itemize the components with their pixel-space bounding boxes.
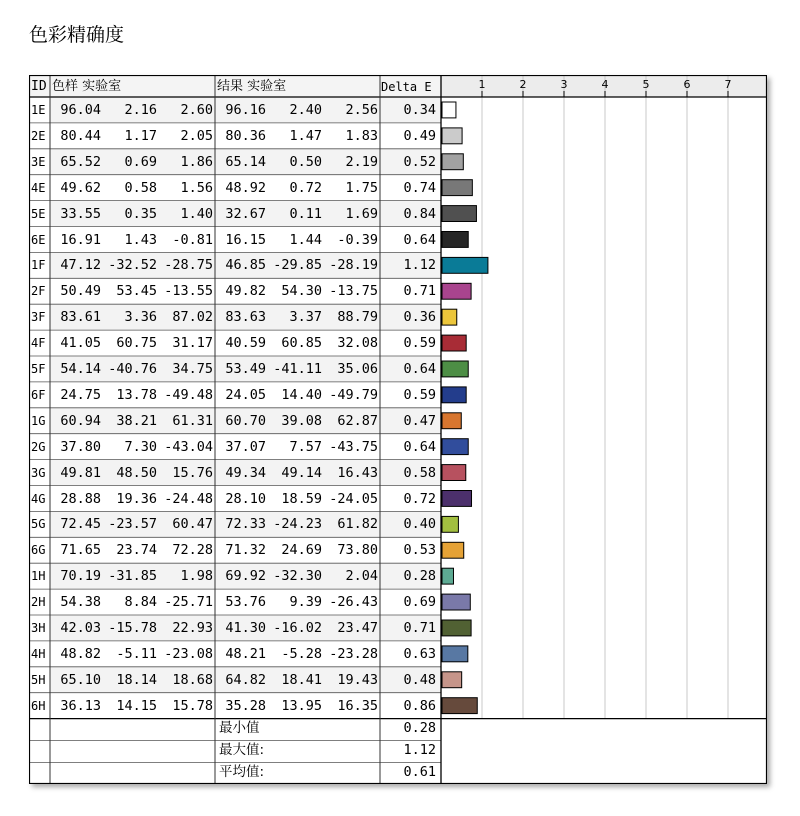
sample-a: -5.11 — [116, 645, 157, 662]
sample-l: 49.62 — [60, 179, 101, 196]
sample-l: 70.19 — [60, 568, 101, 585]
x-tick-label: 5 — [642, 78, 650, 91]
result-b: -49.79 — [329, 386, 378, 403]
sample-b: 72.28 — [172, 542, 213, 559]
row-id: 4G — [31, 491, 46, 506]
sample-l: 50.49 — [60, 283, 101, 300]
sample-l: 80.44 — [60, 127, 101, 144]
result-a: 0.11 — [289, 205, 322, 222]
sample-l: 47.12 — [60, 257, 101, 274]
result-b: -28.19 — [329, 257, 378, 274]
result-a: 13.95 — [281, 697, 322, 714]
result-a: 18.59 — [281, 490, 322, 507]
bar — [442, 154, 463, 170]
result-l: 69.92 — [225, 568, 266, 585]
sample-a: 18.14 — [116, 671, 157, 688]
row-id: 2E — [31, 128, 46, 143]
result-b: 1.83 — [345, 127, 378, 144]
result-b: 62.87 — [337, 412, 378, 429]
result-l: 40.59 — [225, 335, 266, 352]
delta-e-value: 0.71 — [403, 283, 436, 300]
result-l: 37.07 — [225, 438, 266, 455]
x-tick-label: 2 — [519, 78, 527, 91]
sample-b: 2.60 — [180, 102, 213, 118]
sample-b: -25.71 — [164, 594, 213, 611]
sample-b: -0.81 — [172, 231, 213, 248]
delta-e-value: 1.12 — [403, 257, 436, 274]
row-id: 4H — [31, 646, 46, 661]
result-b: -24.05 — [329, 490, 378, 507]
sample-a: 53.45 — [116, 283, 157, 300]
result-b: -26.43 — [329, 594, 378, 611]
result-a: 7.57 — [289, 438, 322, 455]
delta-e-value: 0.53 — [403, 542, 436, 559]
sample-b: 1.40 — [180, 205, 213, 222]
result-b: 88.79 — [337, 309, 378, 326]
result-l: 49.82 — [225, 283, 266, 300]
result-b: 19.43 — [337, 671, 378, 688]
sample-b: 1.56 — [180, 179, 213, 196]
result-l: 28.10 — [225, 490, 266, 507]
bar — [442, 180, 472, 196]
result-a: 0.72 — [289, 179, 322, 196]
sample-b: 22.93 — [172, 620, 213, 636]
row-id: 2H — [31, 595, 46, 610]
row-id: 6F — [31, 387, 46, 402]
x-tick-label: 3 — [560, 78, 568, 91]
result-l: 72.33 — [225, 516, 266, 533]
result-b: 1.75 — [345, 179, 378, 196]
sample-a: 0.58 — [124, 179, 157, 196]
delta-e-value: 0.34 — [403, 102, 436, 118]
row-id: 5H — [31, 672, 46, 687]
sample-a: 0.35 — [124, 205, 157, 222]
result-a: 24.69 — [281, 542, 322, 559]
result-a: 3.37 — [289, 309, 322, 326]
row-id: 5E — [31, 206, 46, 221]
sample-l: 54.14 — [60, 361, 101, 377]
bar — [442, 206, 476, 222]
result-l: 65.14 — [225, 153, 266, 170]
result-b: 23.47 — [337, 620, 378, 636]
sample-a: 48.50 — [116, 464, 157, 481]
delta-e-value: 0.84 — [403, 205, 436, 222]
sample-a: 1.43 — [124, 231, 157, 248]
bar — [442, 465, 466, 481]
row-id: 3G — [31, 465, 46, 480]
result-l: 53.49 — [225, 361, 266, 377]
bar — [442, 568, 453, 584]
result-a: 39.08 — [281, 412, 322, 429]
page-title: 色彩精确度 — [29, 24, 125, 46]
bar — [442, 361, 468, 377]
summary-value: 0.61 — [403, 763, 436, 780]
result-b: 32.08 — [337, 335, 378, 352]
sample-a: 7.30 — [124, 438, 157, 455]
delta-e-value: 0.28 — [403, 568, 436, 585]
sample-b: 18.68 — [172, 671, 213, 688]
x-tick-label: 7 — [724, 78, 732, 91]
header-sample-lab: 色样 实验室 — [52, 79, 122, 94]
bar — [442, 387, 466, 403]
delta-e-value: 0.58 — [403, 464, 436, 481]
sample-b: 60.47 — [172, 516, 213, 533]
result-b: -23.28 — [329, 645, 378, 662]
result-l: 53.76 — [225, 594, 266, 611]
summary-label: 最大值: — [219, 741, 265, 758]
bar — [442, 257, 488, 273]
summary-value: 1.12 — [403, 741, 436, 758]
result-a: 9.39 — [289, 594, 322, 611]
result-b: 2.04 — [345, 568, 378, 585]
result-a: -16.02 — [273, 620, 322, 636]
sample-l: 16.91 — [60, 231, 101, 248]
result-l: 48.92 — [225, 179, 266, 196]
delta-e-value: 0.40 — [403, 516, 436, 533]
sample-b: 87.02 — [172, 309, 213, 326]
bar — [442, 232, 468, 248]
sample-a: -40.76 — [108, 361, 157, 377]
header-id: ID — [31, 79, 47, 94]
result-b: 35.06 — [337, 361, 378, 377]
result-b: 1.69 — [345, 205, 378, 222]
bar — [442, 620, 471, 636]
delta-e-value: 0.36 — [403, 309, 436, 326]
row-id: 3F — [31, 310, 46, 325]
delta-e-value: 0.63 — [403, 645, 436, 662]
sample-l: 65.52 — [60, 153, 101, 170]
sample-l: 36.13 — [60, 697, 101, 714]
result-a: -24.23 — [273, 516, 322, 533]
bar — [442, 491, 472, 507]
bar — [442, 335, 466, 351]
bar — [442, 283, 471, 299]
row-id: 3E — [31, 154, 46, 169]
sample-l: 65.10 — [60, 671, 101, 688]
sample-a: -23.57 — [108, 516, 157, 533]
sample-l: 33.55 — [60, 205, 101, 222]
result-a: 0.50 — [289, 153, 322, 170]
result-l: 24.05 — [225, 386, 266, 403]
bar — [442, 646, 468, 662]
sample-b: 61.31 — [172, 412, 213, 429]
sample-l: 60.94 — [60, 412, 101, 429]
delta-e-value: 0.72 — [403, 490, 436, 507]
result-l: 32.67 — [225, 205, 266, 222]
sample-a: -32.52 — [108, 257, 157, 274]
bar — [442, 672, 462, 688]
result-l: 80.36 — [225, 127, 266, 144]
bar — [442, 516, 458, 532]
result-b: 73.80 — [337, 542, 378, 559]
delta-e-value: 0.59 — [403, 335, 436, 352]
sample-l: 54.38 — [60, 594, 101, 611]
sample-b: 1.86 — [180, 153, 213, 170]
delta-e-value: 0.69 — [403, 594, 436, 611]
result-b: 16.43 — [337, 464, 378, 481]
bar — [442, 594, 470, 610]
sample-a: 23.74 — [116, 542, 157, 559]
sample-l: 96.04 — [60, 102, 101, 118]
result-a: -5.28 — [281, 645, 322, 662]
delta-e-value: 0.71 — [403, 620, 436, 636]
bar — [442, 102, 456, 118]
sample-l: 42.03 — [60, 620, 101, 636]
result-a: -29.85 — [273, 257, 322, 274]
row-id: 4F — [31, 336, 46, 351]
result-b: 2.19 — [345, 153, 378, 170]
row-id: 3H — [31, 621, 46, 635]
sample-b: 15.76 — [172, 464, 213, 481]
result-l: 64.82 — [225, 671, 266, 688]
result-l: 46.85 — [225, 257, 266, 274]
sample-a: 60.75 — [116, 335, 157, 352]
result-b: -43.75 — [329, 438, 378, 455]
sample-b: 34.75 — [172, 361, 213, 377]
result-a: -41.11 — [273, 361, 322, 377]
result-l: 60.70 — [225, 412, 266, 429]
row-id: 4E — [31, 180, 46, 195]
row-id: 1E — [31, 103, 46, 117]
sample-b: -43.04 — [164, 438, 213, 455]
row-id: 6H — [31, 698, 46, 713]
x-tick-label: 6 — [683, 78, 691, 91]
bar — [442, 128, 462, 144]
row-id: 1F — [31, 258, 46, 273]
sample-b: -49.48 — [164, 386, 213, 403]
delta-e-value: 0.64 — [403, 361, 436, 377]
delta-e-value: 0.74 — [403, 179, 436, 196]
result-l: 48.21 — [225, 645, 266, 662]
result-a: 1.44 — [289, 231, 322, 248]
sample-b: 1.98 — [180, 568, 213, 585]
bar — [442, 542, 464, 558]
result-l: 96.16 — [225, 102, 266, 118]
result-b: 61.82 — [337, 516, 378, 533]
bar — [442, 439, 468, 455]
sample-a: -31.85 — [108, 568, 157, 585]
sample-a: 2.16 — [124, 102, 157, 118]
sample-a: -15.78 — [108, 620, 157, 636]
sample-a: 0.69 — [124, 153, 157, 170]
sample-b: -13.55 — [164, 283, 213, 300]
sample-a: 1.17 — [124, 127, 157, 144]
result-l: 83.63 — [225, 309, 266, 326]
result-l: 35.28 — [225, 697, 266, 714]
summary-label: 平均值: — [219, 763, 265, 780]
sample-b: -24.48 — [164, 490, 213, 507]
result-a: 1.47 — [289, 127, 322, 144]
sample-b: 2.05 — [180, 127, 213, 144]
result-l: 41.30 — [225, 620, 266, 636]
row-id: 1G — [31, 413, 46, 428]
sample-a: 14.15 — [116, 697, 157, 714]
sample-l: 41.05 — [60, 335, 101, 352]
row-id: 2G — [31, 439, 46, 454]
result-l: 71.32 — [225, 542, 266, 559]
delta-e-value: 0.49 — [403, 127, 436, 144]
result-a: 18.41 — [281, 671, 322, 688]
bar — [442, 698, 477, 714]
sample-l: 71.65 — [60, 542, 101, 559]
header-delta-e: Delta E — [381, 80, 432, 94]
delta-e-value: 0.48 — [403, 671, 436, 688]
result-a: 49.14 — [281, 464, 322, 481]
result-b: -0.39 — [337, 231, 378, 248]
result-a: 60.85 — [281, 335, 322, 352]
sample-l: 72.45 — [60, 516, 101, 533]
sample-l: 24.75 — [60, 386, 101, 403]
row-id: 6G — [31, 543, 46, 558]
result-l: 16.15 — [225, 231, 266, 248]
delta-e-value: 0.86 — [403, 697, 436, 714]
row-id: 6E — [31, 232, 46, 247]
sample-a: 13.78 — [116, 386, 157, 403]
sample-b: 31.17 — [172, 335, 213, 352]
sample-l: 48.82 — [60, 645, 101, 662]
delta-e-value: 0.64 — [403, 438, 436, 455]
sample-a: 8.84 — [124, 594, 157, 611]
result-a: 2.40 — [289, 102, 322, 118]
sample-b: 15.78 — [172, 697, 213, 714]
summary-label: 最小值 — [219, 719, 260, 736]
header-result-lab: 结果 实验室 — [217, 79, 287, 94]
sample-b: -28.75 — [164, 257, 213, 274]
color-accuracy-table — [29, 75, 767, 784]
row-id: 1H — [31, 569, 46, 584]
delta-e-value: 0.59 — [403, 386, 436, 403]
row-id: 5F — [31, 362, 46, 376]
summary-value: 0.28 — [403, 719, 436, 736]
delta-e-value: 0.52 — [403, 153, 436, 170]
sample-a: 3.36 — [124, 309, 157, 326]
row-id: 2F — [31, 284, 46, 299]
result-b: 2.56 — [345, 102, 378, 118]
sample-l: 83.61 — [60, 309, 101, 326]
x-tick-label: 1 — [478, 78, 486, 91]
sample-l: 37.80 — [60, 438, 101, 455]
x-tick-label: 4 — [601, 78, 609, 91]
delta-e-value: 0.64 — [403, 231, 436, 248]
result-a: 54.30 — [281, 283, 322, 300]
result-b: -13.75 — [329, 283, 378, 300]
row-id: 5G — [31, 517, 46, 532]
result-a: -32.30 — [273, 568, 322, 585]
bar — [442, 309, 457, 325]
result-b: 16.35 — [337, 697, 378, 714]
sample-a: 38.21 — [116, 412, 157, 429]
result-l: 49.34 — [225, 464, 266, 481]
sample-l: 49.81 — [60, 464, 101, 481]
sample-a: 19.36 — [116, 490, 157, 507]
sample-l: 28.88 — [60, 490, 101, 507]
result-a: 14.40 — [281, 386, 322, 403]
sample-b: -23.08 — [164, 645, 213, 662]
delta-e-value: 0.47 — [403, 412, 436, 429]
bar — [442, 413, 461, 429]
